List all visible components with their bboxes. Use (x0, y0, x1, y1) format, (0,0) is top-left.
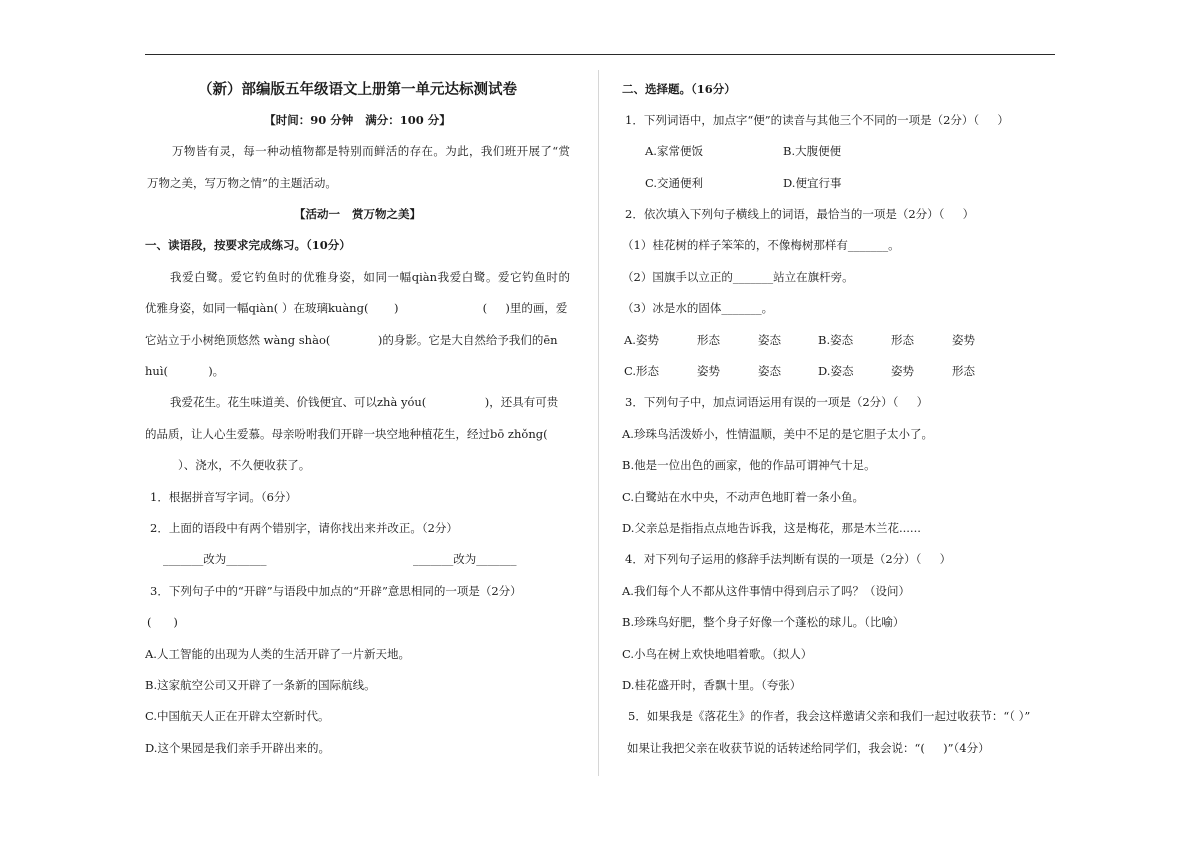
option-letter: C. (622, 646, 635, 661)
option-d (620, 513, 1055, 544)
answer-bracket: ( ) (147, 615, 178, 630)
option-text: 中国航天人正在开辟太空新时代。 (157, 709, 330, 724)
left-column (145, 74, 570, 765)
passage-line: 我爱白鹭。爱它钓鱼时的优雅身姿，如同一幅qiàn我爱白鹭。爱它钓鱼时的 (170, 269, 570, 284)
option-text: 小鸟在树上欢快地唱着歌。（拟人） (634, 646, 813, 661)
question-1: 1．根据拼音写字词。（6分） (150, 489, 297, 504)
option-text: 珍珠鸟好肥，整个身子好像一个蓬松的球儿。（比喻） (634, 615, 905, 630)
option-d (783, 168, 841, 199)
option-letter: D. (622, 520, 635, 535)
option-text: 父亲总是指指点点地告诉我，这是梅花，那是木兰花...... (634, 520, 921, 535)
time-info: 【时间：90 分钟 满分：100 分】 (264, 112, 451, 127)
passage-line: huì( )。 (145, 364, 225, 379)
option-letter: B. (783, 144, 796, 159)
option-text: 人工智能的出现为人类的生活开辟了一片新天地。 (156, 646, 410, 661)
option-text: 交通便利 (657, 175, 704, 190)
option-letter: A. (645, 144, 657, 159)
option-text: 珍珠鸟活泼娇小，性情温顺，美中不足的是它胆子太小了。 (633, 426, 933, 441)
option-d (620, 670, 1055, 701)
option-first-word (624, 325, 697, 356)
intro-line: 万物皆有灵，每一种动植物都是特别而鲜活的存在。为此，我们班开展了“赏 (172, 144, 570, 159)
option-letter: B. (622, 615, 635, 630)
option-letter: A. (622, 583, 634, 598)
option-c (145, 701, 570, 732)
passage-line: ）、浇水，不久便收获了。 (178, 458, 311, 473)
option-text: 我们每个人不都从这件事情中得到启示了吗？（设问） (633, 583, 910, 598)
option-letter: A. (624, 332, 636, 347)
passage-line: 我爱花生。花生味道美、价钱便宜、可以zhà yóu( )，还具有可贵 (170, 395, 559, 410)
option-d (818, 356, 1012, 387)
passage-line: 的品质，让人心生爱慕。母亲吩咐我们开辟一块空地种植花生，经过bō zhǒng( (145, 426, 548, 441)
question-3: 3．下列句子中的“开辟”与语段中加点的“开辟”意思相同的一项是（2分） (150, 583, 522, 598)
activity-title: 【活动一 赏万物之美】 (293, 207, 421, 222)
option-word: 姿势 (635, 332, 659, 347)
question-stem: 2．依次填入下列句子横线上的词语，最恰当的一项是（2分）（ ） (625, 207, 975, 222)
options-row (620, 356, 1055, 387)
option-b (783, 136, 841, 167)
option-a (620, 419, 1055, 450)
option-letter: C. (145, 709, 158, 724)
option-letter: C. (622, 489, 635, 504)
option-word: 姿势 (952, 332, 975, 347)
option-letter: D. (145, 740, 158, 755)
option-d (145, 733, 570, 764)
header-rule (145, 54, 1055, 55)
passage-line: 优雅身姿，如同一幅qiàn( ）在玻璃kuàng( ) ( )里的画，爱 (145, 301, 568, 316)
option-text: 这家航空公司又开辟了一条新的国际航线。 (157, 677, 376, 692)
option-word: 姿势 (697, 364, 720, 379)
option-text: 便宜行事 (795, 175, 842, 190)
column-divider (598, 70, 599, 776)
option-c (645, 168, 783, 199)
option-first-word (818, 325, 891, 356)
right-column (620, 74, 1055, 765)
question-stem: 4．对下列句子运用的修辞手法判断有误的一项是（2分）（ ） (625, 552, 952, 567)
option-letter: A. (145, 646, 157, 661)
option-word: 形态 (636, 364, 660, 379)
option-word: 形态 (952, 364, 975, 379)
question-stem: 3．下列句子中，加点词语运用有误的一项是（2分）（ ） (625, 395, 929, 410)
fill-sentence: （3）冰是水的固体_______。 (622, 301, 774, 316)
option-word: 姿态 (830, 332, 854, 347)
option-a (624, 325, 818, 356)
option-b (620, 607, 1055, 638)
option-text: 他是一位出色的画家，他的作品可谓神气十足。 (634, 458, 876, 473)
option-letter: C. (624, 364, 637, 379)
intro-line: 万物之美，写万物之情”的主题活动。 (147, 175, 337, 190)
options-row (620, 325, 1055, 356)
exam-title: （新）部编版五年级语文上册第一单元达标测试卷 (198, 80, 517, 98)
question-2-answer-row (145, 544, 570, 575)
option-letter: C. (645, 175, 658, 190)
option-letter: A. (622, 426, 634, 441)
section-heading: 一、读语段，按要求完成练习。（10分） (145, 238, 351, 253)
option-letter: B. (622, 458, 635, 473)
correction-blank: _______改为_______ (413, 552, 517, 567)
option-c (620, 482, 1055, 513)
option-text: 桂花盛开时，香飘十里。（夸张） (634, 677, 802, 692)
option-a (620, 576, 1055, 607)
option-b (145, 670, 570, 701)
question-stem: 1．下列词语中，加点字“便”的读音与其他三个不同的一项是（2分）（ ） (625, 112, 1009, 127)
question-5-line: 如果让我把父亲在收获节说的话转述给同学们，我会说：“( )”（4分） (627, 740, 990, 755)
fill-sentence: （2）国旗手以立正的_______站立在旗杆旁。 (622, 269, 854, 284)
section-heading: 二、选择题。（16分） (622, 81, 736, 96)
option-letter: D. (818, 364, 831, 379)
option-word: 姿态 (758, 364, 781, 379)
option-a (145, 639, 570, 670)
option-letter: B. (145, 677, 158, 692)
option-word: 姿态 (830, 364, 854, 379)
option-b (620, 450, 1055, 481)
option-word: 姿态 (758, 332, 781, 347)
option-text: 白鹭站在水中央，不动声色地盯着一条小鱼。 (634, 489, 865, 504)
option-word: 姿势 (891, 364, 914, 379)
option-letter: D. (622, 677, 635, 692)
option-word: 形态 (697, 332, 720, 347)
option-first-word (818, 356, 891, 387)
option-text: 大腹便便 (795, 144, 842, 159)
option-letter: D. (783, 175, 796, 190)
question-2: 2．上面的语段中有两个错别字，请你找出来并改正。（2分） (150, 520, 458, 535)
option-first-word (624, 356, 697, 387)
question-5-line: 5．如果我是《落花生》的作者，我会这样邀请父亲和我们一起过收获节：“（ ）” (628, 709, 1031, 724)
options-row (620, 168, 1055, 199)
passage-line: 它站立于小树绝顶悠然 wàng shào( )的身影。它是大自然给予我们的ēn (145, 332, 558, 347)
option-b (818, 325, 1012, 356)
option-c (620, 639, 1055, 670)
option-word: 形态 (891, 332, 914, 347)
option-letter: B. (818, 332, 831, 347)
option-a (645, 136, 783, 167)
fill-sentence: （1）桂花树的样子笨笨的，不像梅树那样有_______。 (622, 238, 900, 253)
option-text: 这个果园是我们亲手开辟出来的。 (157, 740, 330, 755)
options-row (620, 136, 1055, 167)
option-c (624, 356, 818, 387)
option-text: 家常便饭 (656, 144, 703, 159)
correction-blank: _______改为_______ (163, 552, 267, 567)
